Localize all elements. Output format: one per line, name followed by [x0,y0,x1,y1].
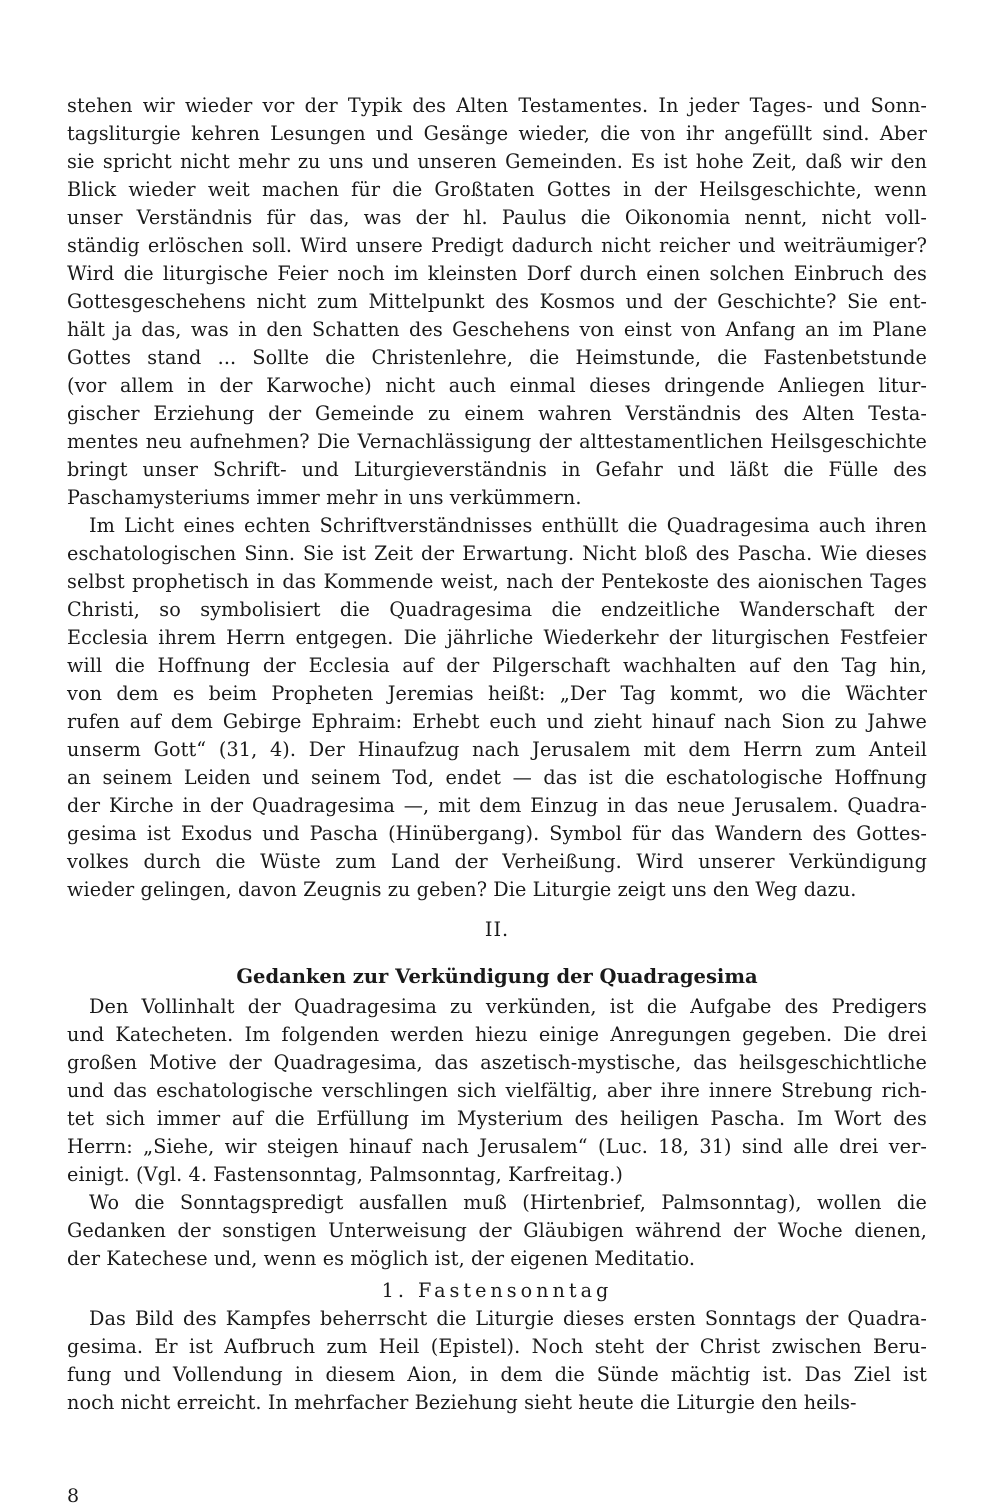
text-line: und Katecheten. Im folgenden werden hiezu einige Anregungen gegeben. Die drei [67,1023,927,1046]
text-line: Das Bild des Kampfes beherrscht die Liturgie dieses ersten Sonntags der Quadra- [89,1307,927,1330]
text-line: (vor allem in der Karwoche) nicht auch einmal dieses dringende Anliegen litur- [67,374,927,397]
text-line: unserm Gott“ (31, 4). Der Hinaufzug nach Jerusalem mit dem Herrn zum Anteil [67,738,927,761]
text-line: sie spricht nicht mehr zu uns und unseren Gemeinden. Es ist hohe Zeit, daß wir den [67,150,927,173]
text-line: der Kirche in der Quadragesima —, mit dem Einzug in das neue Jerusalem. Quadra- [67,794,927,817]
text-line: Paschamysteriums immer mehr in uns verkümmern. [67,486,582,509]
text-line: Herrn: „Siehe, wir steigen hinauf nach Jerusalem“ (Luc. 18, 31) sind alle drei ver- [67,1135,927,1158]
paragraph-block-5 [67,1305,927,1417]
text-line: Blick wieder weit machen für die Großtaten Gottes in der Heilsgeschichte, wenn [67,178,927,201]
paragraph-block-4 [67,1189,927,1273]
text-line: rufen auf dem Gebirge Ephraim: Erhebt euch und zieht hinauf nach Sion zu Jahwe [67,710,927,733]
text-line: der Katechese und, wenn es möglich ist, der eigenen Meditatio. [67,1247,696,1270]
text-line: Wird die liturgische Feier noch im kleinsten Dorf durch einen solchen Einbruch des [67,262,927,285]
text-line: fung und Vollendung in diesem Aion, in dem die Sünde mächtig ist. Das Ziel ist [67,1363,927,1386]
text-line: Gottesgeschehens nicht zum Mittelpunkt des Kosmos und der Geschichte? Sie ent- [67,290,927,313]
subsection-heading: 1. Fastensonntag [381,1279,613,1302]
text-line: gesima. Er ist Aufbruch zum Heil (Epistel). Noch steht der Christ zwischen Beru- [67,1335,927,1358]
text-line: volkes durch die Wüste zum Land der Verheißung. Wird unserer Verkündigung [67,850,927,873]
text-line: von dem es beim Propheten Jeremias heißt: „Der Tag kommt, wo die Wächter [67,682,927,705]
text-line: hält ja das, was in den Schatten des Geschehens von einst von Anfang an im Plane [67,318,927,341]
text-line: Wo die Sonntagspredigt ausfallen muß (Hirtenbrief, Palmsonntag), wollen die [89,1191,927,1214]
text-column [67,92,927,1417]
text-line: Im Licht eines echten Schriftverständnisses enthüllt die Quadragesima auch ihren [89,514,927,537]
text-line: gesima ist Exodus und Pascha (Hinübergang). Symbol für das Wandern des Gottes- [67,822,927,845]
text-line: eschatologischen Sinn. Sie ist Zeit der Erwartung. Nicht bloß des Pascha. Wie dieses [67,542,927,565]
paragraph-block-1 [67,92,927,512]
paragraph [67,993,927,1189]
paragraph [67,512,927,904]
text-line: ständig erlöschen soll. Wird unsere Predigt dadurch nicht reicher und weiträumiger? [67,234,927,257]
text-line: Den Vollinhalt der Quadragesima zu verkünden, ist die Aufgabe des Predigers [89,995,927,1018]
text-line: gischer Erziehung der Gemeinde zu einem wahren Verständnis des Alten Testa- [67,402,927,425]
text-line: einigt. (Vgl. 4. Fastensonntag, Palmsonntag, Karfreitag.) [67,1163,623,1186]
text-line: noch nicht erreicht. In mehrfacher Beziehung sieht heute die Liturgie den heils- [67,1391,857,1414]
paragraph [67,1189,927,1273]
text-line: selbst prophetisch in das Kommende weist, nach der Pentekoste des aionischen Tages [67,570,927,593]
text-line: tagsliturgie kehren Lesungen und Gesänge wieder, die von ihr angefüllt sind. Aber [67,122,927,145]
page-number: 8 [67,1485,80,1507]
section-number: II. [484,918,510,941]
text-line: will die Hoffnung der Ecclesia auf der Pilgerschaft wachhalten auf den Tag hin, [67,654,927,677]
text-line: Christi, so symbolisiert die Quadragesima die endzeitliche Wanderschaft der [67,598,927,621]
text-line: großen Motive der Quadragesima, das aszetisch-mystische, das heilsgeschichtliche [67,1051,927,1074]
paragraph-block-2 [67,512,927,904]
paragraph [67,92,927,512]
text-line: tet sich immer auf die Erfüllung im Mysterium des heiligen Pascha. Im Wort des [67,1107,927,1130]
text-line: unser Verständnis für das, was der hl. Paulus die Oikonomia nennt, nicht voll- [67,206,927,229]
section-heading: Gedanken zur Verkündigung der Quadragesima [236,965,758,988]
text-line: bringt unser Schrift- und Liturgieverständnis in Gefahr und läßt die Fülle des [67,458,927,481]
text-line: mentes neu aufnehmen? Die Vernachlässigung der alttestamentlichen Heilsgeschichte [67,430,927,453]
paragraph-block-3 [67,993,927,1189]
text-line: Gedanken der sonstigen Unterweisung der Gläubigen während der Woche dienen, [67,1219,927,1242]
text-line: Ecclesia ihrem Herrn entgegen. Die jährliche Wiederkehr der liturgischen Festfeier [67,626,927,649]
text-line: wieder gelingen, davon Zeugnis zu geben? Die Liturgie zeigt uns den Weg dazu. [67,878,857,901]
text-line: stehen wir wieder vor der Typik des Alten Testamentes. In jeder Tages- und Sonn- [67,94,927,117]
text-line: an seinem Leiden und seinem Tod, endet — das ist die eschatologische Hoffnung [67,766,927,789]
text-line: Gottes stand ... Sollte die Christenlehre, die Heimstunde, die Fastenbetstunde [67,346,927,369]
paragraph [67,1305,927,1417]
text-line: und das eschatologische verschlingen sich vielfältig, aber ihre innere Strebung rich- [67,1079,927,1102]
